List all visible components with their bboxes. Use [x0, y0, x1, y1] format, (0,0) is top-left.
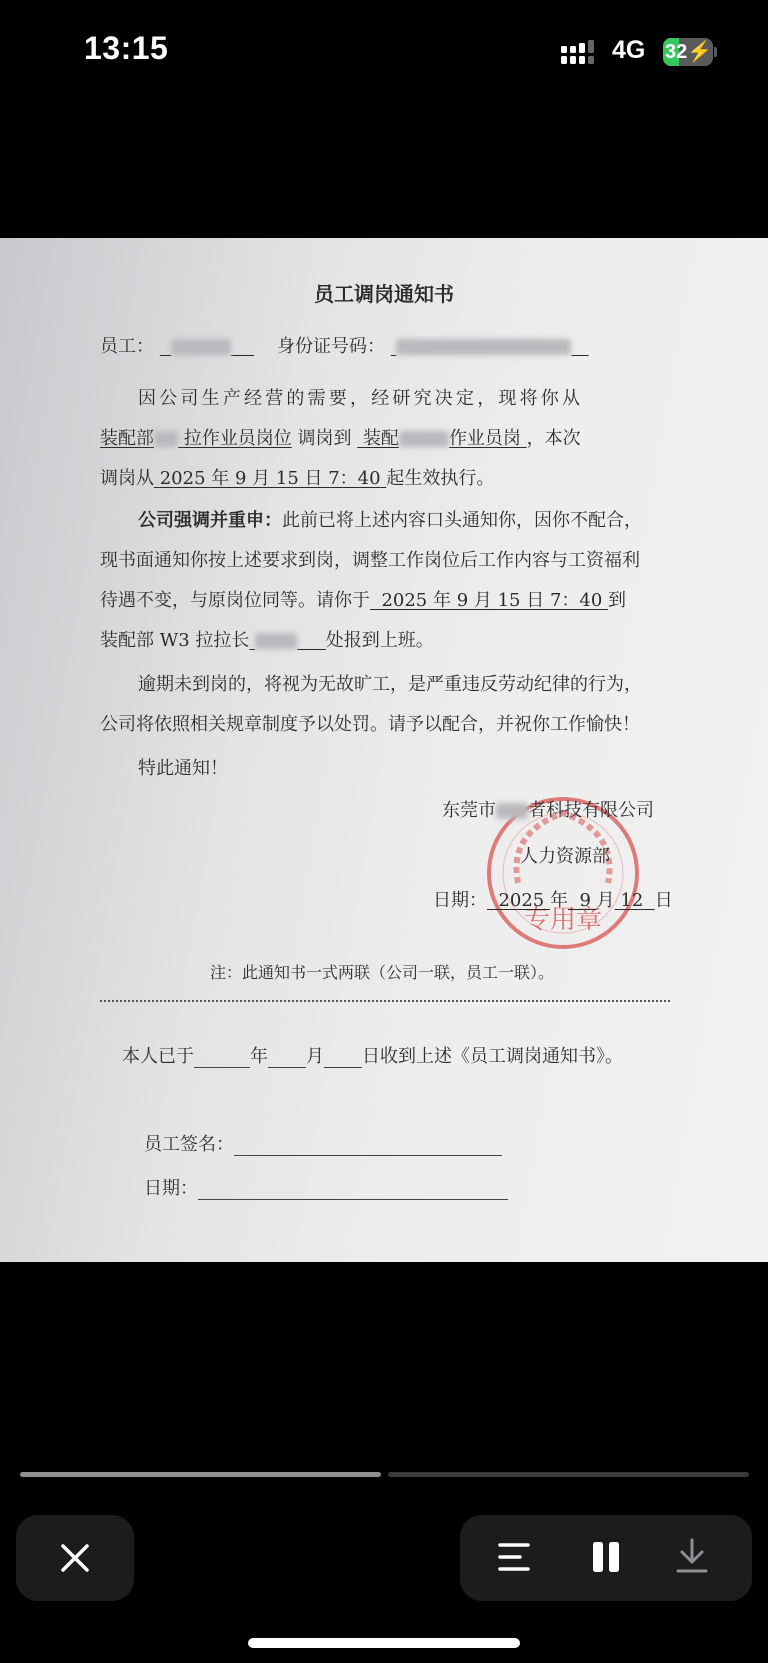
company-name: 东莞市 者科技有限公司 [442, 800, 654, 821]
para1-line2: 装配部 拉作业员岗位 调岗到 装配 作业员岗 ，本次 [100, 428, 581, 449]
receipt-line: 本人已于 年 月 日收到上述《员工调岗通知书》。 [122, 1046, 623, 1067]
battery-tip [714, 47, 717, 57]
para2-line3: 待遇不变，与原岗位同等。请你于 2025 年 9 月 15 日 7：40 到 [100, 590, 627, 611]
progress-segment-1 [20, 1472, 381, 1477]
department-name: 人力资源部 [520, 846, 610, 867]
id-number-redacted [391, 336, 589, 357]
home-indicator[interactable] [248, 1638, 520, 1648]
close-button[interactable] [16, 1515, 134, 1601]
network-type: 4G [612, 36, 646, 64]
employee-label: 员工： [100, 336, 154, 357]
cellular-signal-icon [561, 40, 601, 66]
id-label: 身份证号码： [276, 336, 385, 357]
document-photo [0, 238, 768, 1262]
issue-date: 日期： 2025 年 9 月 12 日 [433, 890, 673, 911]
status-bar [0, 0, 768, 100]
seal-text: 专用章 [523, 905, 603, 935]
battery-icon [663, 38, 713, 66]
battery-percent: 32⚡ [665, 41, 713, 63]
download-icon [674, 1537, 710, 1575]
para2-line4: 装配部 W3 拉拉长 处报到上班。 [100, 630, 434, 651]
pause-button[interactable] [588, 1539, 628, 1579]
signature-line: 员工签名： [144, 1130, 502, 1156]
employee-line [100, 332, 589, 358]
note-text: 注：此通知书一式两联（公司一联，员工一联）。 [210, 963, 555, 982]
para1-line1: 因公司生产经营的需要，经研究决定，现将你从 [138, 388, 584, 409]
list-icon [496, 1539, 532, 1575]
sign-date-line: 日期： [144, 1174, 508, 1200]
employee-name-redacted [160, 336, 254, 357]
para1-line3: 调岗从 2025 年 9 月 15 日 7：40 起生效执行。 [100, 468, 495, 489]
download-button[interactable] [674, 1537, 714, 1579]
para3-line2: 公司将依照相关规章制度予以处罚。请予以配合，并祝你工作愉快！ [100, 714, 640, 735]
list-button[interactable] [496, 1539, 536, 1579]
para2-line2: 现书面通知你按上述要求到岗，调整工作岗位后工作内容与工资福利 [100, 550, 640, 571]
tear-line [100, 1000, 670, 1002]
pause-icon [588, 1539, 624, 1575]
document-title: 员工调岗通知书 [314, 282, 454, 306]
progress-segment-2 [388, 1472, 749, 1477]
para3-line1: 逾期未到岗的，将视为无故旷工，是严重违反劳动纪律的行为， [138, 674, 642, 695]
media-controls [460, 1515, 752, 1601]
notice-text: 特此通知！ [138, 758, 228, 779]
close-icon [60, 1543, 90, 1573]
status-time: 13:15 [84, 30, 169, 66]
para2-line1: 公司强调并重申：此前已将上述内容口头通知你，因你不配合， [138, 510, 642, 531]
